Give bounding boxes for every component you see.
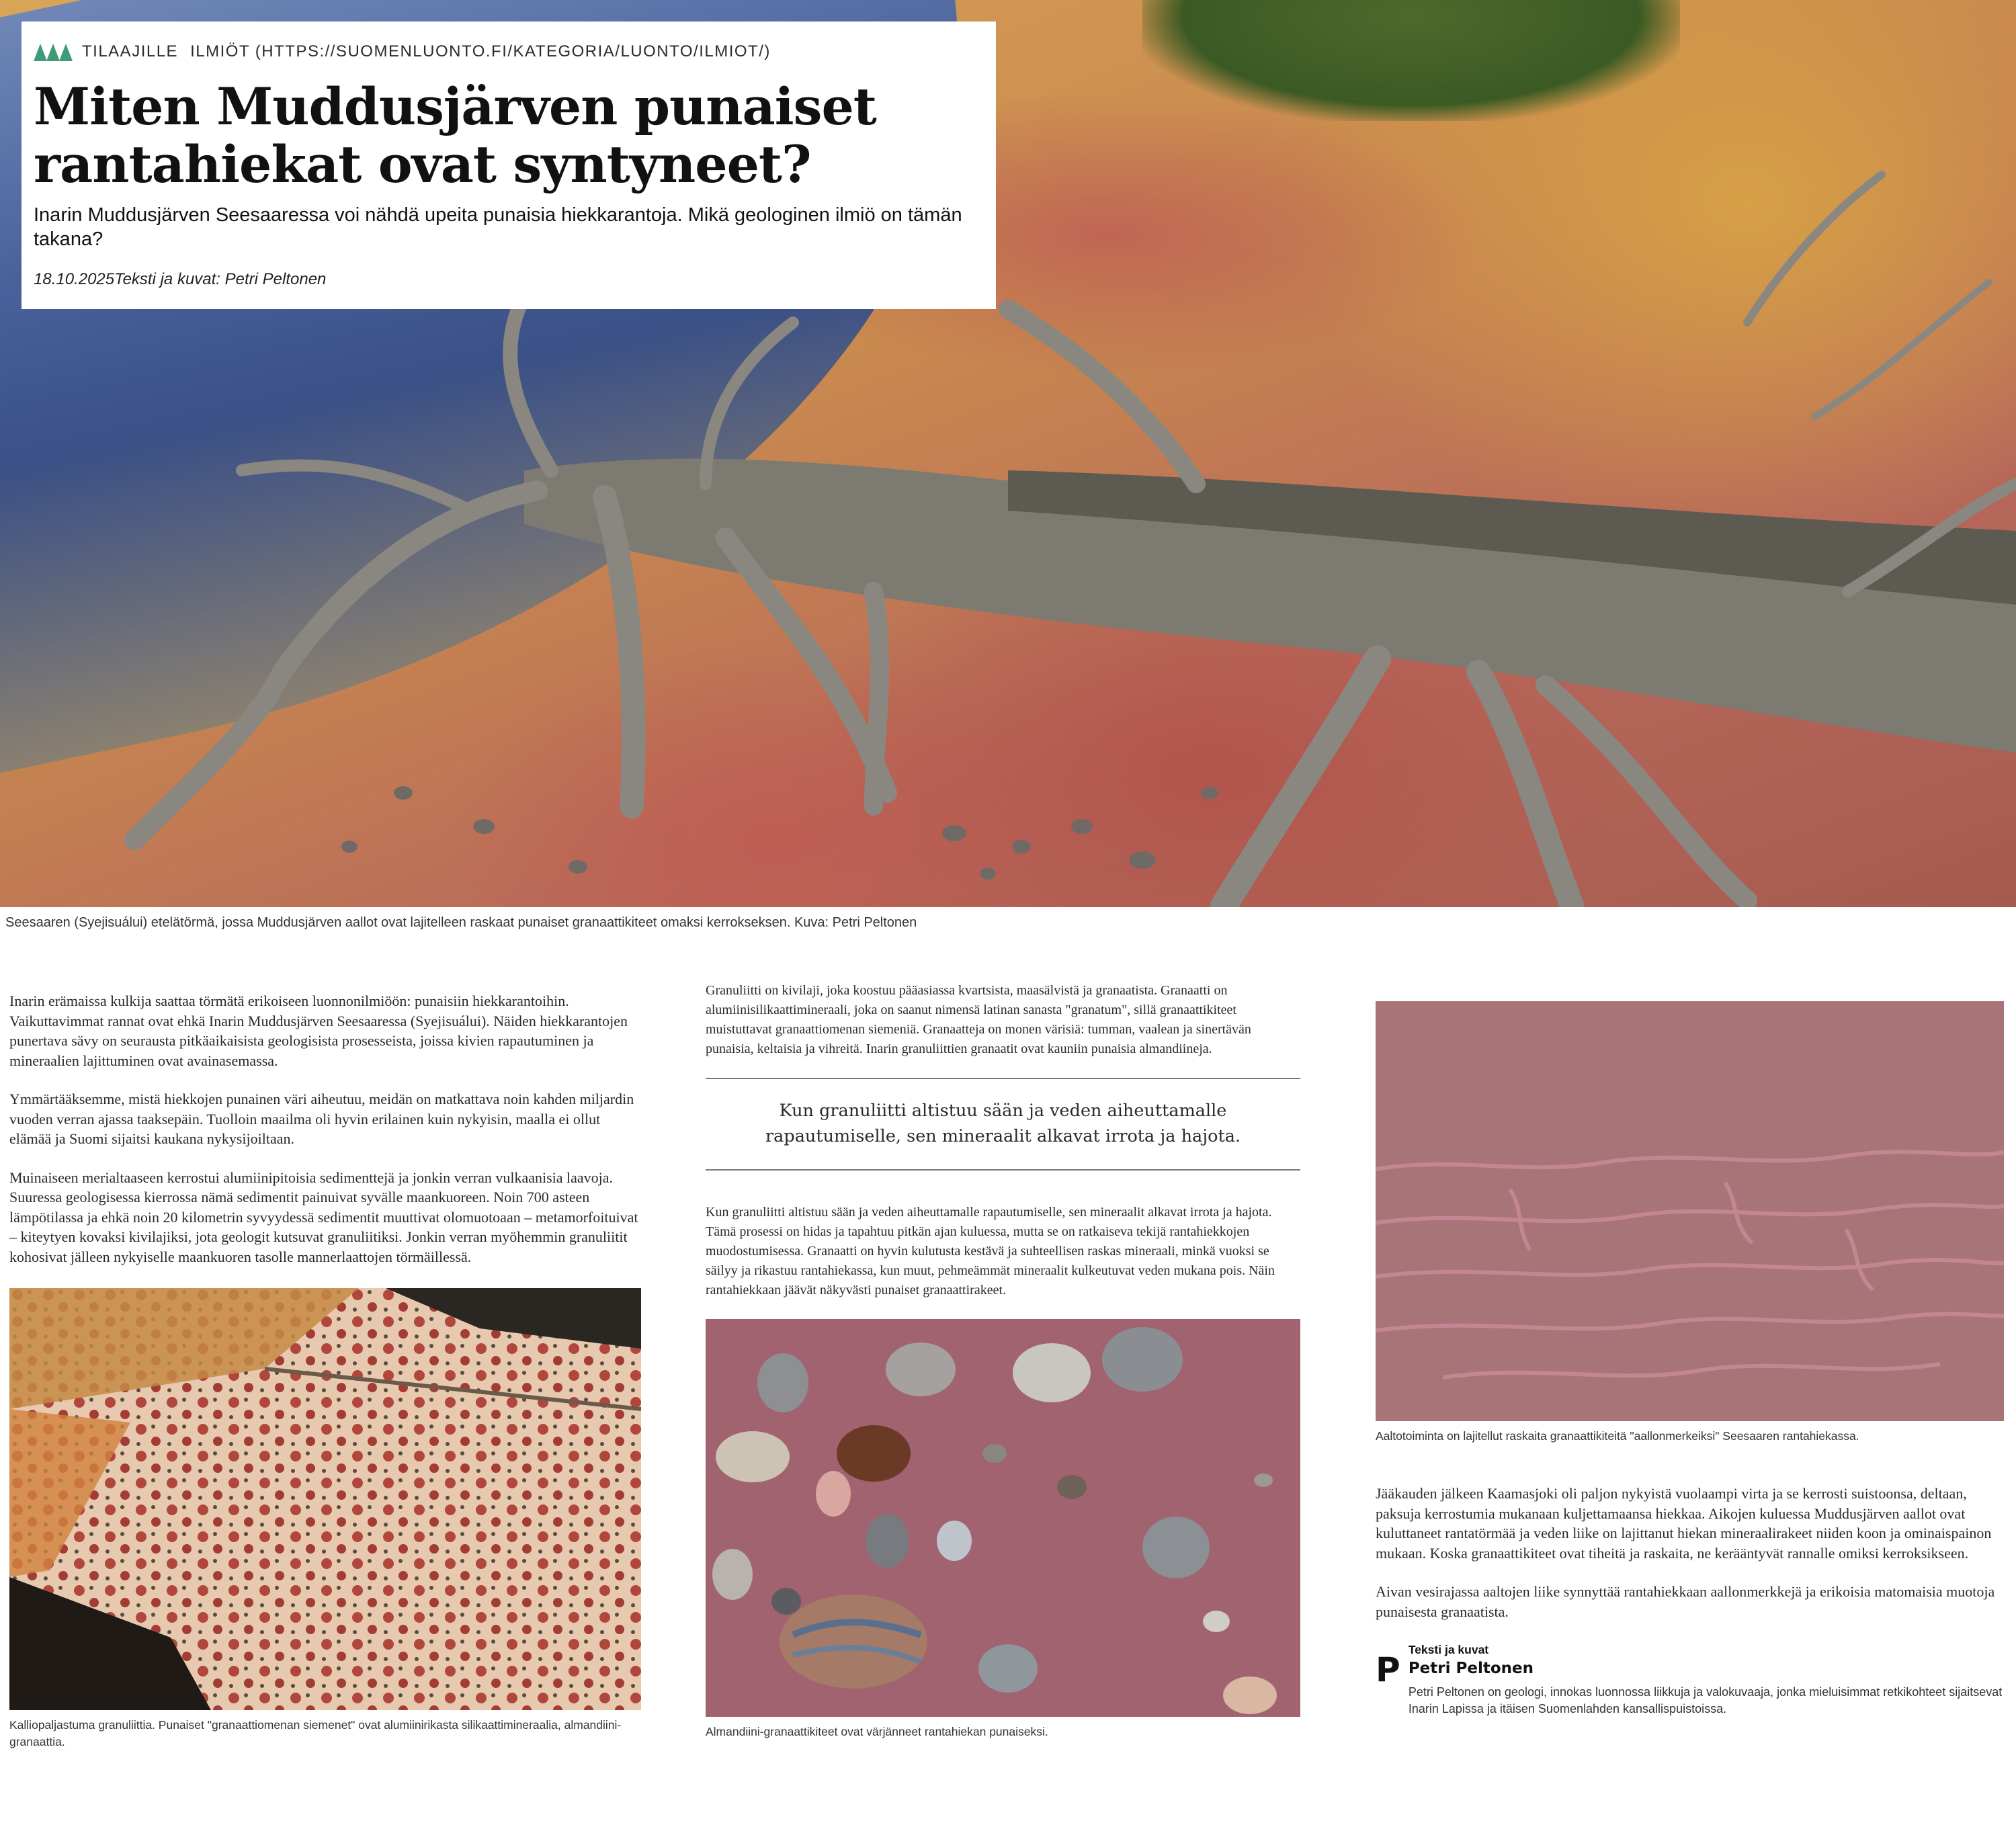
figure-caption: Almandiini-granaattikiteet ovat värjänneet rantahiekan punaiseksi. [706, 1725, 1048, 1738]
author-bio: Petri Peltonen on geologi, innokas luonnossa liikkuja ja valokuvaaja, jonka mieluisimmat retkikohteet sijaitsevat Inarin Lapissa ja itäisen Suomenlahden kansallispuistoissa. [1408, 1685, 2003, 1715]
garnet-sand-pebbles-photo [706, 1319, 1300, 1717]
article-lead: Inarin Muddusjärven Seesaaressa voi nähdä upeita punaisia hiekkarantoja. Mikä geologinen ilmiö on tämän takana? [34, 204, 962, 250]
article-meta [34, 270, 984, 289]
hero-image [0, 0, 2016, 907]
paragraph: Jääkauden jälkeen Kaamasjoki oli paljon nykyistä vuolaampi virta ja se kerrosti suistoonsa, deltaan, paksuja kerrostumia mukanaan kuljettamaansa hiekkaa. Aikojen kuluessa Muddusjärven aallot ovat kuluttaneet rantatörmää ja veden liike on lajittanut hiekan mineraalirakeet niiden koon ja ominaispainon mukaan. Koska granaattikiteet ovat tiheitä ja raskaita, ne kerääntyvät rannalle omiksi kerroksikseen. [1376, 1485, 1992, 1562]
subscriber-tag[interactable]: TILAAJILLE [82, 42, 179, 60]
category-line [34, 38, 984, 66]
paragraph: Aivan vesirajassa aaltojen liike synnyttää rantahiekkaan aallonmerkkejä ja erikoisia matomaisia muotoja punaisesta granaatista. [1376, 1583, 1995, 1620]
category-link[interactable]: ILMIÖT (HTTPS://SUOMENLUONTO.FI/KATEGORIA/LUONTO/ILMIOT/) [190, 42, 771, 60]
column-1 [9, 991, 641, 1750]
author-initial: P [1376, 1650, 1400, 1689]
granulite-rock-photo [9, 1288, 641, 1710]
paragraph: Muinaiseen merialtaaseen kerrostui alumiinipitoisia sedimenttejä ja jonkin verran vulkaanisia laavoja. Suuressa geologisessa kierrossa nämä sedimentit painuivat syvälle maankuoreen. Noin 700 asteen lämpötilassa ja ehkä noin 20 kilometrin syvyydessä sedimentit muuttivat olomuotoaan – metamorfoituivat – kiteytyen kovaksi kivilajiksi, jota geologit kutsuvat granuliitiksi. Jonkin verran myöhemmin granuliitit kohosivat jälleen nykyiselle maankuoren tasolle mannerlaattojen törmäillessä. [9, 1169, 638, 1265]
figure-caption: Kalliopaljastuma granuliittia. Punaiset "granaattiomenan siemenet" ovat alumiinirikasta silikaattimineraalia, almandiini-granaattia. [9, 1718, 622, 1748]
title-line-2: rantahiekat ovat syntyneet? [34, 134, 811, 194]
column-2 [706, 981, 1300, 1740]
paragraph: Ymmärtääksemme, mistä hiekkojen punainen väri aiheutuu, meidän on matkattava noin kahden miljardin vuoden verran ajassa taaksepäin. Tuolloin maailma oli hyvin erilainen kuin nykyisin, maalla ei ollut elämää ja Suomi sijaitsi kaukana nykysijoiltaan. [9, 1091, 634, 1147]
byline: Teksti ja kuvat: Petri Peltonen [114, 270, 327, 288]
publish-date: 18.10.2025 [34, 270, 115, 288]
hero-caption: Seesaaren (Syejisuálui) etelätörmä, jossa Muddusjärven aallot ovat lajitelleen raskaat punaiset granaattikiteet omaksi kerrokseksen. Kuva: Petri Peltonen [5, 915, 917, 930]
article-header-card [22, 22, 996, 309]
ripple-marks-photo [1376, 1001, 2004, 1421]
author-name[interactable]: Petri Peltonen [1408, 1660, 1534, 1677]
logo-mountains-icon [34, 42, 73, 61]
title-line-1: Miten Muddusjärven punaiset [34, 77, 876, 136]
author-role: Teksti ja kuvat [1408, 1643, 1489, 1656]
figure-caption: Aaltotoiminta on lajitellut raskaita granaattikiteitä "aallonmerkeiksi" Seesaaren rantahiekassa. [1376, 1429, 1859, 1443]
pullquote: Kun granuliitti altistuu sään ja veden aiheuttamalle rapautumiselle, sen mineraalit alkavat irrota ja hajota. [706, 1078, 1300, 1171]
author-details [1409, 1643, 2004, 1717]
paragraph: Kun granuliitti altistuu sään ja veden aiheuttamalle rapautumiselle, sen mineraalit alkavat irrota ja hajota. Tämä prosessi on hidas ja tapahtuu pitkän ajan kuluessa, mutta se on ratkaiseva tekijä rantahiekkojen muodostumisessa. Granaatti on hyvin kulutusta kestävä ja suhteellisen raskas mineraali, minkä vuoksi se säilyy ja rikastuu rantahiekassa, kun muut, pehmeämmät mineraalit kulkeutuvat veden mukana pois. Näin rantahiekkaan jäävät näkyvästi punaiset granaattirakeet. [706, 1205, 1275, 1298]
author-box [1376, 1643, 2004, 1717]
column-3 [1376, 1001, 2004, 1717]
paragraph: Granuliitti on kivilaji, joka koostuu pääasiassa kvartsista, maasälvistä ja granaatista. Granaatti on alumiinisilikaattimineraali, joka on saanut nimensä latinan sanasta "granatum", sillä granaattikiteet muistuttavat granaattiomenan siemeniä. Granaatteja on monen värisiä: tumman, vaalean ja sinertävän punaisia, keltaisia ja vihreitä. Inarin granuliittien granaatit ovat kauniin punaisia almandiineja. [706, 983, 1251, 1056]
article-title [34, 78, 984, 194]
paragraph: Inarin erämaissa kulkija saattaa törmätä erikoiseen luonnonilmiöön: punaisiin hiekkarantoihin. Vaikuttavimmat rannat ovat ehkä Inarin Muddusjärven Seesaaressa (Syejisuálui). Näiden hiekkarantojen punertava sävy on seurausta pitkäaikaisista geologisista prosesseista, joissa kivien rapautuminen ja mineraalien lajittuminen ovat avainasemassa. [9, 992, 628, 1069]
